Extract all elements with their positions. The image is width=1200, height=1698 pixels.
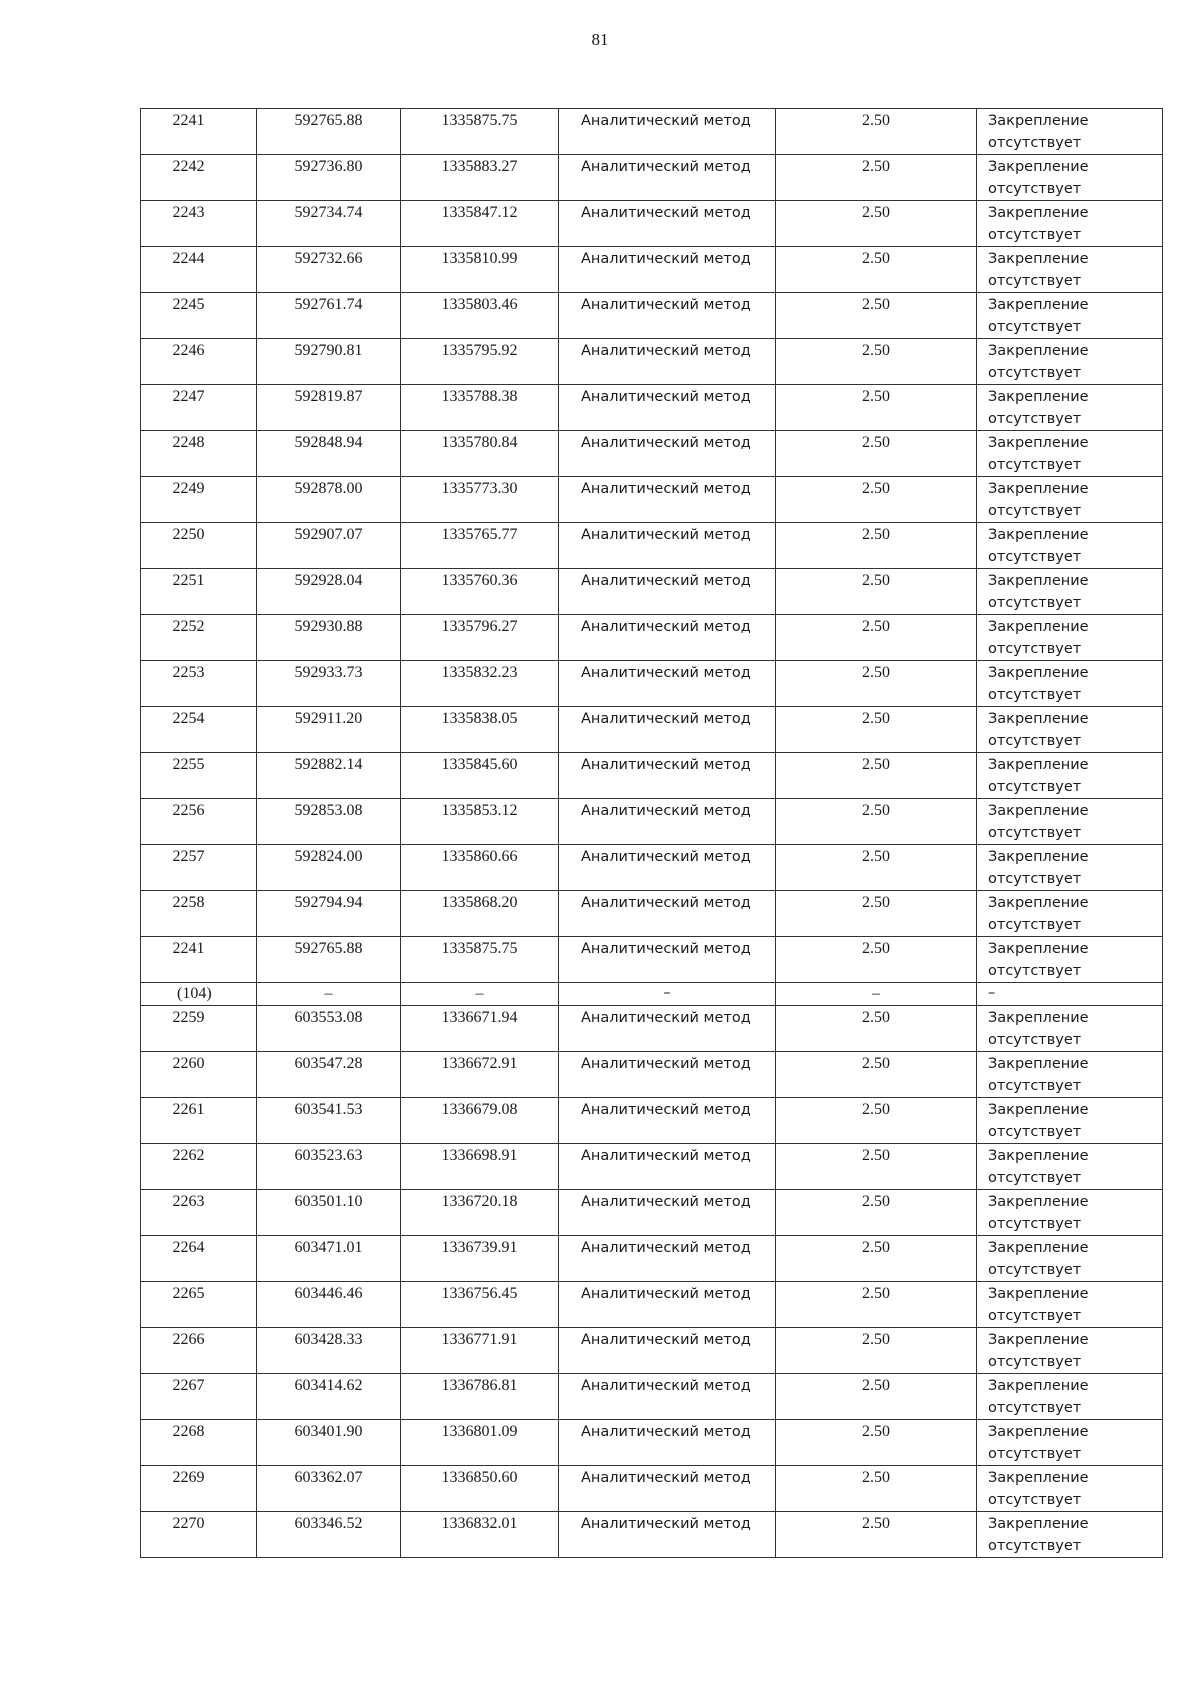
method-cell: Аналитический метод [559, 1098, 776, 1144]
fixation-line-1: Закрепление [988, 435, 1089, 451]
table-row [141, 1420, 1163, 1466]
y-coordinate-cell: 1335773.30 [401, 477, 559, 523]
method-cell: Аналитический метод [559, 1190, 776, 1236]
table-row [141, 615, 1163, 661]
fixation-cell [977, 247, 1163, 293]
fixation-cell [977, 339, 1163, 385]
x-coordinate-cell: 592794.94 [257, 891, 401, 937]
table-row [141, 1466, 1163, 1512]
fixation-line-2: отсутствует [988, 1400, 1082, 1416]
x-coordinate-cell: – [257, 983, 401, 1006]
fixation-line-2: отсутствует [988, 457, 1082, 473]
point-number-cell: 2245 [141, 293, 257, 339]
page-number: 81 [591, 30, 609, 49]
fixation-cell [977, 477, 1163, 523]
accuracy-cell: 2.50 [776, 1374, 977, 1420]
point-number-cell: 2260 [141, 1052, 257, 1098]
fixation-line-2: отсутствует [988, 641, 1082, 657]
fixation-line-1: Закрепление [988, 1194, 1089, 1210]
x-coordinate-cell: 592911.20 [257, 707, 401, 753]
y-coordinate-cell: 1335780.84 [401, 431, 559, 477]
x-coordinate-cell: 592790.81 [257, 339, 401, 385]
table-row [141, 1190, 1163, 1236]
accuracy-cell: 2.50 [776, 1052, 977, 1098]
x-coordinate-cell: 592907.07 [257, 523, 401, 569]
point-number-cell: 2266 [141, 1328, 257, 1374]
fixation-line-2: отсутствует [988, 503, 1082, 519]
point-number-cell: 2247 [141, 385, 257, 431]
fixation-line-2: отсутствует [988, 549, 1082, 565]
x-coordinate-cell: 592732.66 [257, 247, 401, 293]
fixation-cell [977, 109, 1163, 155]
table-row [141, 753, 1163, 799]
table-row [141, 431, 1163, 477]
fixation-line-1: Закрепление [988, 1286, 1089, 1302]
fixation-line-1: Закрепление [988, 343, 1089, 359]
point-number-cell: 2254 [141, 707, 257, 753]
x-coordinate-cell: 603553.08 [257, 1006, 401, 1052]
fixation-line-1: Закрепление [988, 1240, 1089, 1256]
fixation-line-1: Закрепление [988, 1332, 1089, 1348]
y-coordinate-cell: 1335860.66 [401, 845, 559, 891]
point-number-cell: 2249 [141, 477, 257, 523]
point-number-cell: 2263 [141, 1190, 257, 1236]
x-coordinate-cell: 592933.73 [257, 661, 401, 707]
accuracy-cell: 2.50 [776, 1512, 977, 1558]
fixation-line-1: Закрепление [988, 619, 1089, 635]
fixation-cell [977, 1512, 1163, 1558]
y-coordinate-cell: 1336756.45 [401, 1282, 559, 1328]
y-coordinate-cell: 1335796.27 [401, 615, 559, 661]
x-coordinate-cell: 592882.14 [257, 753, 401, 799]
accuracy-cell: 2.50 [776, 661, 977, 707]
method-cell: Аналитический метод [559, 1006, 776, 1052]
method-cell: Аналитический метод [559, 1052, 776, 1098]
y-coordinate-cell: 1335810.99 [401, 247, 559, 293]
y-coordinate-cell: 1336801.09 [401, 1420, 559, 1466]
fixation-line-1: Закрепление [988, 1424, 1089, 1440]
x-coordinate-cell: 592765.88 [257, 937, 401, 983]
y-coordinate-cell: 1335795.92 [401, 339, 559, 385]
x-coordinate-cell: 592736.80 [257, 155, 401, 201]
table-row [141, 1098, 1163, 1144]
fixation-cell [977, 1098, 1163, 1144]
method-cell: Аналитический метод [559, 293, 776, 339]
point-number-cell: 2253 [141, 661, 257, 707]
fixation-line-1: Закрепление [988, 159, 1089, 175]
fixation-cell [977, 293, 1163, 339]
fixation-line-1: Закрепление [988, 251, 1089, 267]
fixation-line-1: Закрепление [988, 1148, 1089, 1164]
fixation-line-1: Закрепление [988, 941, 1089, 957]
y-coordinate-cell: 1335868.20 [401, 891, 559, 937]
y-coordinate-cell: 1336850.60 [401, 1466, 559, 1512]
method-cell: Аналитический метод [559, 937, 776, 983]
table-row [141, 569, 1163, 615]
fixation-line-2: отсутствует [988, 871, 1082, 887]
method-cell: Аналитический метод [559, 1282, 776, 1328]
accuracy-cell: 2.50 [776, 891, 977, 937]
accuracy-cell: 2.50 [776, 707, 977, 753]
table-row [141, 1512, 1163, 1558]
fixation-cell [977, 385, 1163, 431]
fixation-cell [977, 155, 1163, 201]
fixation-line-2: отсутствует [988, 779, 1082, 795]
x-coordinate-cell: 592928.04 [257, 569, 401, 615]
fixation-line-2: отсутствует [988, 181, 1082, 197]
point-number-cell: 2257 [141, 845, 257, 891]
point-number-cell: 2248 [141, 431, 257, 477]
x-coordinate-cell: 592853.08 [257, 799, 401, 845]
fixation-cell [977, 1144, 1163, 1190]
y-coordinate-cell: 1336720.18 [401, 1190, 559, 1236]
method-cell: Аналитический метод [559, 707, 776, 753]
point-number-cell: 2268 [141, 1420, 257, 1466]
y-coordinate-cell: 1335760.36 [401, 569, 559, 615]
table-row [141, 247, 1163, 293]
x-coordinate-cell: 592824.00 [257, 845, 401, 891]
method-cell: Аналитический метод [559, 661, 776, 707]
table-row [141, 707, 1163, 753]
fixation-cell [977, 707, 1163, 753]
accuracy-cell: 2.50 [776, 753, 977, 799]
point-number-cell: 2246 [141, 339, 257, 385]
fixation-line-1: Закрепление [988, 711, 1089, 727]
fixation-line-2: отсутствует [988, 1124, 1082, 1140]
table-row [141, 845, 1163, 891]
method-cell: Аналитический метод [559, 247, 776, 293]
fixation-line-1: Закрепление [988, 113, 1089, 129]
y-coordinate-cell: 1336672.91 [401, 1052, 559, 1098]
fixation-line-1: Закрепление [988, 895, 1089, 911]
fixation-cell [977, 1006, 1163, 1052]
fixation-line-1: Закрепление [988, 573, 1089, 589]
table-row [141, 1374, 1163, 1420]
fixation-line-2: отсутствует [988, 1032, 1082, 1048]
table-row [141, 293, 1163, 339]
fixation-cell [977, 1466, 1163, 1512]
fixation-line-2: отсутствует [988, 1538, 1082, 1554]
y-coordinate-cell: 1335845.60 [401, 753, 559, 799]
accuracy-cell: 2.50 [776, 1144, 977, 1190]
method-cell: Аналитический метод [559, 1144, 776, 1190]
fixation-cell [977, 983, 1163, 1006]
x-coordinate-cell: 603501.10 [257, 1190, 401, 1236]
fixation-line-2: отсутствует [988, 365, 1082, 381]
y-coordinate-cell: 1335875.75 [401, 109, 559, 155]
table-row [141, 477, 1163, 523]
method-cell: Аналитический метод [559, 569, 776, 615]
fixation-cell [977, 799, 1163, 845]
accuracy-cell: 2.50 [776, 247, 977, 293]
point-number-cell: 2250 [141, 523, 257, 569]
fixation-line-2: отсутствует [988, 1354, 1082, 1370]
fixation-line-1: Закрепление [988, 803, 1089, 819]
fixation-cell [977, 1374, 1163, 1420]
y-coordinate-cell: 1336786.81 [401, 1374, 559, 1420]
fixation-cell [977, 615, 1163, 661]
accuracy-cell: 2.50 [776, 385, 977, 431]
fixation-cell [977, 1052, 1163, 1098]
fixation-cell [977, 569, 1163, 615]
y-coordinate-cell: 1335832.23 [401, 661, 559, 707]
x-coordinate-cell: 603523.63 [257, 1144, 401, 1190]
fixation-line-1: Закрепление [988, 1378, 1089, 1394]
method-cell: Аналитический метод [559, 109, 776, 155]
accuracy-cell: 2.50 [776, 1190, 977, 1236]
x-coordinate-cell: 592848.94 [257, 431, 401, 477]
point-number-cell: 2259 [141, 1006, 257, 1052]
accuracy-cell: 2.50 [776, 1420, 977, 1466]
method-cell: Аналитический метод [559, 1374, 776, 1420]
method-cell: Аналитический метод [559, 1236, 776, 1282]
table-row [141, 155, 1163, 201]
fixation-line-2: отсутствует [988, 1216, 1082, 1232]
fixation-line-1: Закрепление [988, 481, 1089, 497]
table-body [141, 109, 1163, 1558]
accuracy-cell: 2.50 [776, 109, 977, 155]
method-cell: – [559, 983, 776, 1006]
method-cell: Аналитический метод [559, 845, 776, 891]
fixation-cell [977, 891, 1163, 937]
table-row [141, 1144, 1163, 1190]
y-coordinate-cell: 1335803.46 [401, 293, 559, 339]
fixation-line-1: – [988, 985, 996, 1001]
point-number-cell: 2241 [141, 109, 257, 155]
accuracy-cell: 2.50 [776, 1236, 977, 1282]
x-coordinate-cell: 603541.53 [257, 1098, 401, 1144]
x-coordinate-cell: 592930.88 [257, 615, 401, 661]
accuracy-cell: 2.50 [776, 477, 977, 523]
fixation-line-2: отсутствует [988, 595, 1082, 611]
fixation-cell [977, 937, 1163, 983]
point-number-cell: 2265 [141, 1282, 257, 1328]
y-coordinate-cell: 1335765.77 [401, 523, 559, 569]
accuracy-cell: 2.50 [776, 155, 977, 201]
fixation-line-1: Закрепление [988, 1056, 1089, 1072]
y-coordinate-cell: 1335853.12 [401, 799, 559, 845]
point-number-cell: 2270 [141, 1512, 257, 1558]
fixation-cell [977, 523, 1163, 569]
x-coordinate-cell: 603547.28 [257, 1052, 401, 1098]
method-cell: Аналитический метод [559, 1328, 776, 1374]
fixation-line-2: отсутствует [988, 135, 1082, 151]
table-row [141, 1282, 1163, 1328]
accuracy-cell: 2.50 [776, 201, 977, 247]
point-number-cell: 2267 [141, 1374, 257, 1420]
point-number-cell: 2255 [141, 753, 257, 799]
fixation-line-2: отсутствует [988, 1262, 1082, 1278]
accuracy-cell: 2.50 [776, 1466, 977, 1512]
x-coordinate-cell: 603346.52 [257, 1512, 401, 1558]
accuracy-cell: 2.50 [776, 293, 977, 339]
accuracy-cell: – [776, 983, 977, 1006]
fixation-line-1: Закрепление [988, 1102, 1089, 1118]
fixation-line-2: отсутствует [988, 687, 1082, 703]
fixation-line-2: отсутствует [988, 227, 1082, 243]
fixation-line-1: Закрепление [988, 665, 1089, 681]
table-row [141, 1328, 1163, 1374]
accuracy-cell: 2.50 [776, 569, 977, 615]
x-coordinate-cell: 603471.01 [257, 1236, 401, 1282]
x-coordinate-cell: 603446.46 [257, 1282, 401, 1328]
accuracy-cell: 2.50 [776, 339, 977, 385]
fixation-line-1: Закрепление [988, 1516, 1089, 1532]
fixation-line-1: Закрепление [988, 205, 1089, 221]
fixation-cell [977, 431, 1163, 477]
y-coordinate-cell: 1336671.94 [401, 1006, 559, 1052]
point-number-cell: 2242 [141, 155, 257, 201]
x-coordinate-cell: 603362.07 [257, 1466, 401, 1512]
x-coordinate-cell: 592819.87 [257, 385, 401, 431]
method-cell: Аналитический метод [559, 1420, 776, 1466]
accuracy-cell: 2.50 [776, 615, 977, 661]
x-coordinate-cell: 603414.62 [257, 1374, 401, 1420]
section-separator-row [141, 983, 1163, 1006]
y-coordinate-cell: – [401, 983, 559, 1006]
accuracy-cell: 2.50 [776, 799, 977, 845]
fixation-cell [977, 1282, 1163, 1328]
fixation-line-1: Закрепление [988, 1010, 1089, 1026]
accuracy-cell: 2.50 [776, 845, 977, 891]
fixation-line-1: Закрепление [988, 757, 1089, 773]
table-row [141, 1006, 1163, 1052]
accuracy-cell: 2.50 [776, 937, 977, 983]
method-cell: Аналитический метод [559, 891, 776, 937]
table-row [141, 799, 1163, 845]
fixation-line-2: отсутствует [988, 917, 1082, 933]
x-coordinate-cell: 603428.33 [257, 1328, 401, 1374]
fixation-cell [977, 1420, 1163, 1466]
y-coordinate-cell: 1336832.01 [401, 1512, 559, 1558]
y-coordinate-cell: 1335847.12 [401, 201, 559, 247]
y-coordinate-cell: 1336698.91 [401, 1144, 559, 1190]
fixation-line-2: отсутствует [988, 411, 1082, 427]
method-cell: Аналитический метод [559, 615, 776, 661]
y-coordinate-cell: 1336679.08 [401, 1098, 559, 1144]
point-number-cell: 2252 [141, 615, 257, 661]
fixation-cell [977, 1328, 1163, 1374]
point-number-cell: 2258 [141, 891, 257, 937]
fixation-line-2: отсутствует [988, 963, 1082, 979]
method-cell: Аналитический метод [559, 799, 776, 845]
x-coordinate-cell: 603401.90 [257, 1420, 401, 1466]
table-row [141, 937, 1163, 983]
method-cell: Аналитический метод [559, 523, 776, 569]
table-row [141, 661, 1163, 707]
fixation-line-2: отсутствует [988, 1308, 1082, 1324]
table-row [141, 201, 1163, 247]
fixation-cell [977, 1190, 1163, 1236]
fixation-cell [977, 1236, 1163, 1282]
fixation-line-1: Закрепление [988, 849, 1089, 865]
table-row [141, 109, 1163, 155]
table-row [141, 891, 1163, 937]
accuracy-cell: 2.50 [776, 523, 977, 569]
fixation-cell [977, 845, 1163, 891]
table-row [141, 1052, 1163, 1098]
point-number-cell: 2243 [141, 201, 257, 247]
method-cell: Аналитический метод [559, 385, 776, 431]
fixation-line-2: отсутствует [988, 825, 1082, 841]
fixation-cell [977, 661, 1163, 707]
fixation-line-2: отсутствует [988, 1078, 1082, 1094]
method-cell: Аналитический метод [559, 753, 776, 799]
fixation-line-2: отсутствует [988, 273, 1082, 289]
table-row [141, 339, 1163, 385]
point-number-cell: 2264 [141, 1236, 257, 1282]
method-cell: Аналитический метод [559, 1466, 776, 1512]
point-number-cell: 2269 [141, 1466, 257, 1512]
y-coordinate-cell: 1336739.91 [401, 1236, 559, 1282]
table-row [141, 523, 1163, 569]
method-cell: Аналитический метод [559, 477, 776, 523]
fixation-line-1: Закрепление [988, 527, 1089, 543]
method-cell: Аналитический метод [559, 155, 776, 201]
fixation-line-2: отсутствует [988, 1446, 1082, 1462]
fixation-line-1: Закрепление [988, 389, 1089, 405]
accuracy-cell: 2.50 [776, 1282, 977, 1328]
fixation-line-2: отсутствует [988, 319, 1082, 335]
method-cell: Аналитический метод [559, 339, 776, 385]
fixation-line-2: отсутствует [988, 733, 1082, 749]
x-coordinate-cell: 592734.74 [257, 201, 401, 247]
method-cell: Аналитический метод [559, 431, 776, 477]
x-coordinate-cell: 592761.74 [257, 293, 401, 339]
fixation-line-1: Закрепление [988, 1470, 1089, 1486]
fixation-line-2: отсутствует [988, 1492, 1082, 1508]
point-number-cell: 2241 [141, 937, 257, 983]
method-cell: Аналитический метод [559, 201, 776, 247]
fixation-cell [977, 201, 1163, 247]
y-coordinate-cell: 1335875.75 [401, 937, 559, 983]
x-coordinate-cell: 592878.00 [257, 477, 401, 523]
fixation-line-1: Закрепление [988, 297, 1089, 313]
coordinates-table [140, 108, 1163, 1558]
point-number-cell: 2262 [141, 1144, 257, 1190]
x-coordinate-cell: 592765.88 [257, 109, 401, 155]
table-row [141, 1236, 1163, 1282]
accuracy-cell: 2.50 [776, 1328, 977, 1374]
fixation-cell [977, 753, 1163, 799]
point-number-cell: (104) [141, 983, 257, 1006]
y-coordinate-cell: 1335838.05 [401, 707, 559, 753]
accuracy-cell: 2.50 [776, 431, 977, 477]
y-coordinate-cell: 1335788.38 [401, 385, 559, 431]
y-coordinate-cell: 1336771.91 [401, 1328, 559, 1374]
accuracy-cell: 2.50 [776, 1098, 977, 1144]
y-coordinate-cell: 1335883.27 [401, 155, 559, 201]
accuracy-cell: 2.50 [776, 1006, 977, 1052]
point-number-cell: 2244 [141, 247, 257, 293]
fixation-line-2: отсутствует [988, 1170, 1082, 1186]
method-cell: Аналитический метод [559, 1512, 776, 1558]
point-number-cell: 2256 [141, 799, 257, 845]
point-number-cell: 2261 [141, 1098, 257, 1144]
point-number-cell: 2251 [141, 569, 257, 615]
table-row [141, 385, 1163, 431]
